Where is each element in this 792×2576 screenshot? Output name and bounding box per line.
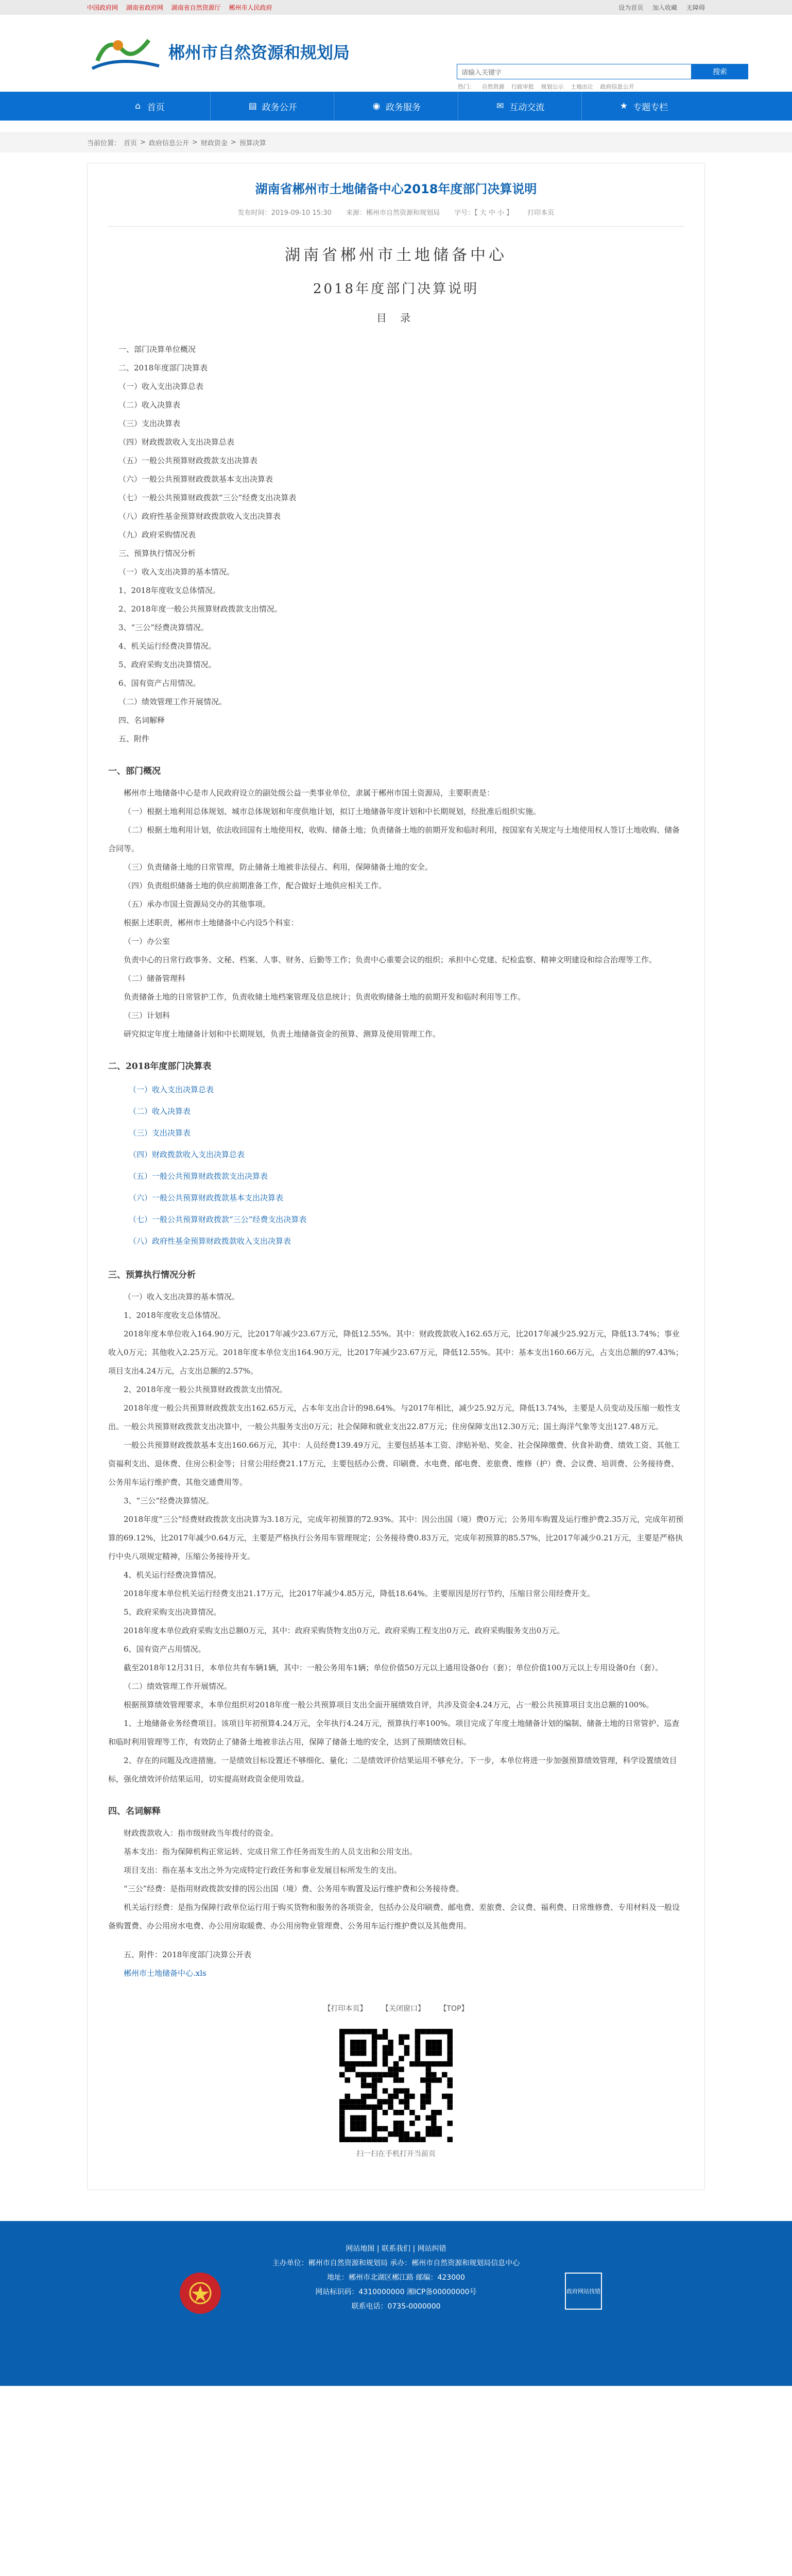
paragraph: （一）办公室 — [124, 937, 170, 946]
paragraph: 研究拟定年度土地储备计划和中长期规划，负责土地储备资金的预算、测算及使用管理工作。 — [124, 1029, 441, 1039]
toc-item: （五）一般公共预算财政拨款支出决算表 — [118, 456, 258, 465]
article-container — [87, 163, 705, 2190]
paragraph: 1、土地储备业务经费项目。该项目年初预算4.24万元，全年执行4.24万元，预算执行率100%。项目完成了年度土地储备计划的编制、储备土地的日常管护、巡查和临时利用管理等工作，有效防止了储备土地被非法占用，保障了储备土地的安全，达到了预期绩效目标。 — [108, 1719, 680, 1747]
hot-words — [458, 82, 640, 91]
table-link[interactable]: （五）一般公共预算财政拨款支出决算表 — [129, 1172, 268, 1181]
nav-item-services[interactable] — [334, 92, 458, 121]
main-nav — [0, 92, 792, 121]
paragraph: （一）收入支出决算的基本情况。 — [124, 1292, 240, 1301]
paragraph: （二）根据土地利用计划，依法收回国有土地使用权，收购、储备土地；负责储备土地的前期开发和临时利用，按国家有关规定与土地使用权人签订土地收购、储备合同等。 — [108, 825, 680, 853]
breadcrumb-item[interactable]: 政府信息公开 — [148, 139, 189, 147]
breadcrumb-item[interactable]: 预算决算 — [239, 139, 266, 147]
toc-item: 6、国有资产占用情况。 — [118, 679, 201, 688]
paragraph: （三）计划科 — [124, 1011, 170, 1020]
paragraph: （四）负责组织储备土地的供应前期准备工作，配合做好土地供应相关工作。 — [124, 881, 387, 890]
section-body — [108, 1824, 684, 1935]
nav-label: 互动交流 — [509, 102, 545, 113]
paragraph: （三）负责储备土地的日常管理，防止储备土地被非法侵占、利用，保障储备土地的安全。 — [124, 862, 433, 872]
footer-line: 地址：郴州市北湖区郴江路 邮编：423000 — [327, 2274, 465, 2282]
toc-item: 1、2018年度收支总体情况。 — [118, 586, 220, 595]
site-title: 郴州市自然资源和规划局 — [168, 43, 350, 63]
qr-code — [339, 2029, 453, 2142]
document-icon: ▤ — [248, 101, 257, 111]
hot-word[interactable]: 规划公示 — [541, 83, 564, 90]
top-link[interactable]: 湖南省自然资源厅 — [171, 4, 221, 11]
paragraph: 根据预算绩效管理要求，本单位组织对2018年度一般公共预算项目支出全面开展绩效自评，共涉及资金4.24万元，占一般公共预算项目支出总额的100%。 — [124, 1700, 654, 1709]
nav-label: 首页 — [147, 102, 165, 113]
site-footer — [0, 2221, 792, 2386]
error-report-badge[interactable]: 政府网站找错 — [565, 2273, 602, 2310]
section-body — [108, 1079, 684, 1252]
toc-item: 四、名词解释 — [118, 716, 165, 725]
nav-item-home[interactable] — [87, 92, 211, 121]
toc-item: 2、2018年度一般公共预算财政拨款支出情况。 — [118, 604, 282, 614]
topic-icon: ★ — [619, 101, 628, 111]
paragraph: “三公”经费：是指用财政拨款安排的因公出国（境）费、公务用车购置及运行维护费和公务接待费。 — [124, 1884, 464, 1893]
paragraph: 4、机关运行经费决算情况。 — [124, 1570, 221, 1580]
table-link[interactable]: （二）收入决算表 — [129, 1107, 191, 1116]
set-homepage-link[interactable]: 设为首页 — [618, 4, 644, 11]
toc-item: 3、“三公”经费决算情况。 — [118, 623, 209, 632]
paragraph: 机关运行经费：是指为保障行政单位运行用于购买货物和服务的各项资金，包括办公及印刷费、邮电费、差旅费、会议费、福利费、日常维修费、专用材料及一般设备购置费、办公用房水电费、办公用房取暖费、办公用房物业管理费、公务用车运行维护费以及其他费用。 — [108, 1903, 680, 1930]
paragraph: 2018年度本单位收入164.90万元，比2017年减少23.67万元，降低12.55%。其中：财政拨款收入162.65万元，比2017年减少25.92万元，降低13.74%；事业收入0万元；其他收入2.25万元。2018年度本单位支出164.90万元，比2017年减少23.67万元，降低12.55%。其中：基本支出160.66万元，占支出总额的97.43%；项目支出4.24万元，占支出总额的2.57%。 — [108, 1329, 683, 1376]
breadcrumb: 当前位置： 首页 > 政府信息公开 > 财政资金 > 预算决算 — [0, 132, 792, 152]
paragraph: 6、国有资产占用情况。 — [124, 1645, 206, 1654]
doc-subheading: 2018年度部门决算说明 — [313, 281, 479, 297]
paragraph: 1、2018年度收支总体情况。 — [124, 1311, 226, 1320]
hot-word[interactable]: 行政审批 — [511, 83, 534, 90]
toc-item: （二）绩效管理工作开展情况。 — [118, 697, 227, 706]
toc-item: （八）政府性基金预算财政拨款收入支出决算表 — [118, 512, 281, 521]
breadcrumb-item[interactable]: 首页 — [124, 139, 137, 147]
section-body — [108, 1287, 684, 1788]
logo-emblem-icon — [87, 30, 164, 76]
paragraph: 一般公共预算财政拨款基本支出160.66万元，其中：人员经费139.49万元，主要包括基本工资、津贴补贴、奖金、社会保障缴费、伙食补助费、绩效工资、其他工资福利支出、退休费、住房公积金等；日常公用经费21.17万元，主要包括办公费、印刷费、水电费、邮电费、差旅费、维修（护）费、会议费、培训费、公务接待费、公务用车运行维护费、其他交通费用等。 — [108, 1440, 680, 1487]
toc-heading: 目 录 — [376, 312, 416, 324]
toc-item: 一、部门决算单位概况 — [118, 345, 196, 354]
paragraph: 2、2018年度一般公共预算财政拨款支出情况。 — [124, 1385, 287, 1394]
accessibility-link[interactable]: 无障碍 — [686, 4, 705, 11]
footer-line: 网站标识码：4310000000 湘ICP备00000000号 — [315, 2288, 477, 2296]
paragraph: 财政拨款收入：指市级财政当年拨付的资金。 — [124, 1828, 279, 1838]
attachment-link[interactable]: 郴州市土地储备中心.xls — [124, 1969, 206, 1978]
paragraph: 负责中心的日常行政事务、文秘、档案、人事、财务、后勤等工作；负责中心重要会议的组织；承担中心党建、纪检监察、精神文明建设和综合治理等工作。 — [124, 955, 657, 964]
paragraph: 3、“三公”经费决算情况。 — [124, 1496, 214, 1505]
footer-line: 联系电话：0735-0000000 — [351, 2302, 441, 2311]
paragraph: 2018年度本单位机关运行经费支出21.17万元，比2017年减少4.85万元，降低18.64%。主要原因是厉行节约，压缩日常公用经费开支。 — [124, 1589, 595, 1598]
toc-item: （三）支出决算表 — [118, 419, 181, 428]
top-button[interactable]: 【TOP】 — [439, 2005, 469, 2013]
toc-item: 三、预算执行情况分析 — [118, 549, 196, 558]
nav-item-interaction[interactable] — [458, 92, 582, 121]
section-heading: 四、名词解释 — [108, 1806, 161, 1817]
hot-word[interactable]: 自然资源 — [481, 83, 505, 90]
font-size-control[interactable]: 字号：【 大 中 小 】 — [454, 209, 513, 217]
nav-item-topics[interactable] — [582, 92, 705, 121]
footer-links[interactable]: 网站地图 | 联系我们 | 网站纠错 — [346, 2245, 446, 2253]
breadcrumb-label: 当前位置： — [87, 139, 121, 147]
table-of-contents — [108, 340, 684, 748]
toc-item: 5、政府采购支出决算情况。 — [118, 660, 216, 669]
toc-item: （七）一般公共预算财政拨款“三公”经费支出决算表 — [118, 493, 297, 502]
article-actions — [108, 2003, 684, 2013]
table-link[interactable]: （四）财政拨款收入支出决算总表 — [129, 1150, 245, 1159]
paragraph: 基本支出：指为保障机构正常运转、完成日常工作任务而发生的人员支出和公用支出。 — [124, 1847, 418, 1856]
toc-item: 二、2018年度部门决算表 — [118, 363, 208, 372]
hot-label: 热门： — [458, 83, 475, 90]
print-link[interactable]: 打印本页 — [527, 209, 555, 217]
toc-item: （四）财政拨款收入支出决算总表 — [118, 437, 235, 447]
paragraph: 2018年度一般公共预算财政拨款支出162.65万元，占本年支出合计的98.64%。与2017年相比，减少25.92万元，降低13.74%，主要是人员变动及压缩一般性支出。一般公共预算财政拨款支出决算中，一般公共服务支出0万元；社会保障和就业支出22.87万元；住房保障支出12.30万元；国土海洋气象等支出127.48万元。 — [108, 1403, 681, 1431]
toc-item: （二）收入决算表 — [118, 400, 181, 410]
paragraph: 2018年度“三公”经费财政拨款支出决算为3.18万元，完成年初预算的72.93%。其中：因公出国（境）费0万元；公务用车购置及运行维护费2.35万元，完成年初预算的69.12%，比2017年减少0.64万元，主要是严格执行公务用车管理规定；公务接待费0.83万元，完成年初预算的85.57%，比2017年减少0.21万元，主要是严格执行中央八项规定精神，压缩公务接待开支。 — [108, 1515, 684, 1561]
party-emblem-icon[interactable] — [180, 2273, 221, 2314]
breadcrumb-item[interactable]: 财政资金 — [200, 139, 228, 147]
paragraph: （五）承办市国土资源局交办的其他事项。 — [124, 900, 271, 909]
article-meta — [108, 207, 684, 227]
paragraph: （一）根据土地利用总体规划、城市总体规划和年度供地计划，拟订土地储备年度计划和中长期规划，经批准后组织实施。 — [124, 807, 541, 816]
section-heading: 二、2018年度部门决算表 — [108, 1061, 212, 1072]
table-link[interactable]: （七）一般公共预算财政拨款“三公”经费支出决算表 — [129, 1215, 307, 1224]
paragraph: 2018年度本单位政府采购支出总额0万元，其中：政府采购货物支出0万元、政府采购工程支出0万元、政府采购服务支出0万元。 — [124, 1626, 565, 1635]
qr-caption: 扫一扫在手机打开当前页 — [356, 2150, 436, 2158]
section-body — [108, 784, 684, 1043]
toc-item: （九）政府采购情况表 — [118, 530, 196, 539]
source: 来源：郴州市自然资源和规划局 — [346, 209, 440, 217]
home-icon: ⌂ — [135, 101, 141, 111]
attachment-heading: 五、附件：2018年度部门决算公开表 — [124, 1950, 252, 1959]
section-heading: 三、预算执行情况分析 — [108, 1270, 196, 1280]
nav-label: 政务服务 — [386, 102, 421, 113]
table-link[interactable]: （三）支出决算表 — [129, 1128, 191, 1138]
paragraph: 截至2018年12月31日，本单位共有车辆1辆，其中：一般公务用车1辆；单位价值50万元以上通用设备0台（套）；单位价值100万元以上专用设备0台（套）。 — [124, 1663, 663, 1672]
toc-item: 五、附件 — [118, 734, 150, 743]
table-link[interactable]: （一）收入支出决算总表 — [129, 1085, 214, 1094]
footer-line: 主办单位：郴州市自然资源和规划局 承办：郴州市自然资源和规划局信息中心 — [272, 2259, 520, 2267]
section-heading: 一、部门概况 — [108, 766, 161, 776]
paragraph: 负责储备土地的日常管护工作，负责收储土地档案管理及信息统计；负责收购储备土地的前期开发和临时利用等工作。 — [124, 992, 526, 1002]
table-link[interactable]: （六）一般公共预算财政拨款基本支出决算表 — [129, 1193, 284, 1202]
toc-item: （六）一般公共预算财政拨款基本支出决算表 — [118, 474, 273, 484]
paragraph: 郴州市土地储备中心是市人民政府设立的副处级公益一类事业单位，隶属于郴州市国土资源局，主要职责是： — [124, 788, 495, 798]
site-logo[interactable] — [87, 30, 350, 76]
publish-time: 发布时间：2019-09-10 15:30 — [237, 209, 332, 217]
hot-word[interactable]: 政府信息公开 — [600, 83, 634, 90]
paragraph: 项目支出：指在基本支出之外为完成特定行政任务和事业发展目标所发生的支出。 — [124, 1866, 402, 1875]
top-link[interactable]: 中国政府网 — [87, 4, 118, 11]
top-bar — [0, 0, 792, 14]
service-icon: ◉ — [372, 101, 381, 111]
top-links — [87, 3, 279, 12]
toc-item: （一）收入支出决算总表 — [118, 382, 204, 391]
add-favorite-link[interactable]: 加入收藏 — [652, 4, 678, 11]
toc-item: （一）收入支出决算的基本情况。 — [118, 567, 235, 577]
doc-heading: 湖南省郴州市土地储备中心 — [285, 246, 507, 264]
search-input[interactable]: 请输入关键字 — [457, 64, 692, 79]
hot-word[interactable]: 土地出让 — [571, 83, 593, 90]
top-link[interactable]: 郴州市人民政府 — [229, 4, 272, 11]
page-title: 湖南省郴州市土地储备中心2018年度部门决算说明 — [255, 182, 537, 196]
paragraph: 2、存在的问题及改进措施。一是绩效目标设置还不够细化、量化；二是绩效评价结果运用不够充分。下一步，本单位将进一步加强预算绩效管理，科学设置绩效目标，强化绩效评价结果运用，切实提高财政资金使用效益。 — [108, 1756, 677, 1784]
paragraph: 5、政府采购支出决算情况。 — [124, 1607, 221, 1617]
table-link[interactable]: （八）政府性基金预算财政拨款收入支出决算表 — [129, 1236, 291, 1246]
nav-label: 政务公开 — [262, 102, 297, 113]
top-right-links — [611, 3, 705, 12]
paragraph: （二）储备管理科 — [124, 974, 186, 983]
close-button[interactable]: 【关闭窗口】 — [381, 2005, 425, 2013]
search-area — [457, 64, 748, 79]
nav-item-gov-info[interactable] — [211, 92, 334, 121]
top-link[interactable]: 湖南省政府网 — [126, 4, 163, 11]
paragraph: 根据上述职责，郴州市土地储备中心内设5个科室： — [124, 918, 299, 927]
chat-icon: ✉ — [496, 101, 504, 111]
search-button[interactable]: 搜索 — [692, 64, 748, 79]
paragraph: （二）绩效管理工作开展情况。 — [124, 1682, 232, 1691]
toc-item: 4、机关运行经费决算情况。 — [118, 641, 216, 651]
site-header — [0, 14, 792, 92]
article-body — [108, 242, 684, 1982]
nav-label: 专题专栏 — [633, 102, 668, 113]
print-button[interactable]: 【打印本页】 — [323, 2005, 367, 2013]
